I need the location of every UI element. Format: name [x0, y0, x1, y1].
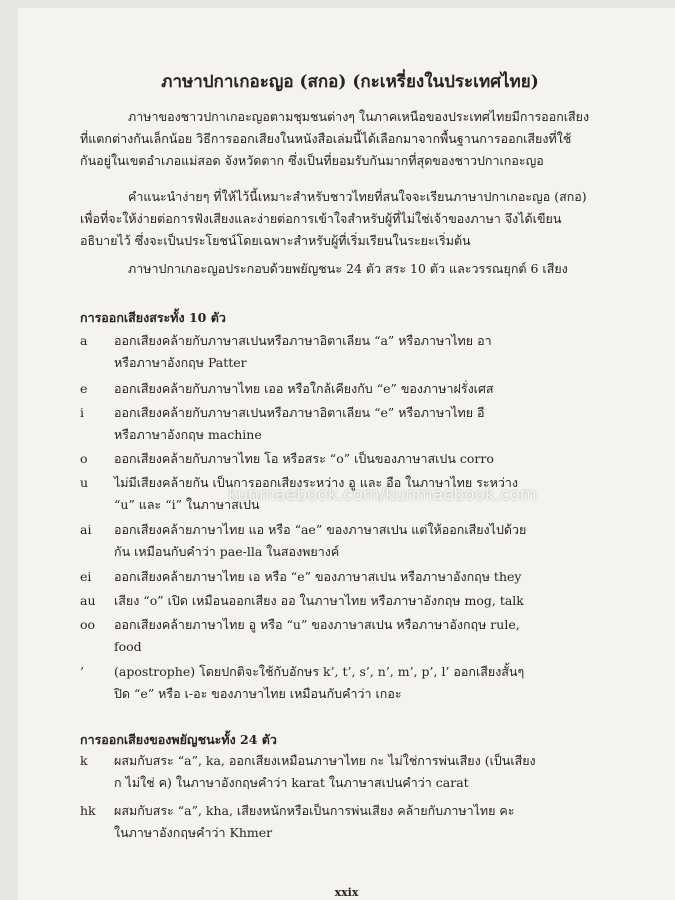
description-line: ออกเสียงคล้ายกับภาษาสเปนหรือภาษาอิตาเลียน “e” หรือภาษาไทย อี	[114, 405, 485, 420]
description-line: ก ไม่ใช่ ค) ในภาษาอังกฤษคำว่า karat ในภาษาสเปนคำว่า carat	[114, 775, 469, 790]
vowel-description	[114, 566, 614, 588]
vowels-heading: การออกเสียงสระทั้ง 10 ตัว	[80, 310, 226, 325]
description-line: food	[114, 639, 142, 654]
description-line: เสียง “o” เปิด เหมือนออกเสียง ออ ในภาษาไทย หรือภาษาอังกฤษ mog, talk	[114, 593, 524, 608]
description-line: ในภาษาอังกฤษคำว่า Khmer	[114, 825, 273, 840]
description-line: ผสมกับสระ “a”, kha, เสียงหนักหรือเป็นการพ่นเสียง คล้ายกับภาษาไทย คะ	[114, 803, 515, 818]
paragraph-line: ภาษาปกาเกอะญอประกอบด้วยพยัญชนะ 24 ตัว สระ 10 ตัว และวรรณยุกต์ 6 เสียง	[128, 261, 568, 276]
consonants-heading: การออกเสียงของพยัญชนะทั้ง 24 ตัว	[80, 732, 277, 747]
consonant-symbol: hk	[80, 803, 96, 818]
description-line: หรือภาษาอังกฤษ machine	[114, 427, 262, 442]
description-line: กัน เหมือนกับคำว่า pae-lla ในสองพยางค์	[114, 544, 340, 559]
description-line: ออกเสียงคล้ายกับภาษาไทย เออ หรือใกล้เคียงกับ “e” ของภาษาฝรั่งเศส	[114, 381, 494, 396]
description-line: ปิด “e” หรือ เ-อะ ของภาษาไทย เหมือนกับคำว่า เกอะ	[114, 686, 402, 701]
vowel-symbol: au	[80, 593, 96, 608]
vowel-symbol: e	[80, 381, 88, 396]
intro-paragraph-3	[80, 258, 620, 280]
page-number: xxix	[334, 886, 359, 899]
vowel-description	[114, 661, 614, 705]
vowel-symbol: ’	[80, 664, 84, 679]
vowel-description	[114, 614, 614, 658]
intro-paragraph-1	[80, 106, 620, 172]
description-line: ออกเสียงคล้ายกับภาษาสเปนหรือภาษาอิตาเลียน “a” หรือภาษาไทย อา	[114, 333, 492, 348]
paragraph-line: อธิบายไว้ ซึ่งจะเป็นประโยชน์โดยเฉพาะสำหรับผู้ที่เริ่มเรียนในระยะเริ่มต้น	[80, 233, 471, 248]
vowel-description	[114, 330, 614, 374]
vowel-symbol: i	[80, 405, 84, 420]
vowel-description	[114, 378, 614, 400]
description-line: ผสมกับสระ “a”, ka, ออกเสียงเหมือนภาษาไทย กะ ไม่ใช่การพ่นเสียง (เป็นเสียง	[114, 753, 536, 768]
consonant-description	[114, 800, 614, 844]
book-page	[18, 8, 675, 900]
description-line: หรือภาษาอังกฤษ Patter	[114, 355, 247, 370]
page-title: ภาษาปกาเกอะญอ (สกอ) (กะเหรี่ยงในประเทศไทย)	[161, 72, 539, 92]
paragraph-line: ที่แตกต่างกันเล็กน้อย วิธีการออกเสียงในหนังสือเล่มนี้ได้เลือกมาจากพื้นฐานการออกเสียงที่ใช้	[80, 131, 572, 146]
consonant-symbol: k	[80, 753, 88, 768]
paragraph-line: คำแนะนำง่ายๆ ที่ให้ไว้นี้เหมาะสำหรับชาวไทยที่สนใจจะเรียนภาษาปกาเกอะญอ (สกอ)	[128, 189, 587, 204]
vowel-description	[114, 448, 614, 470]
watermark-text: kunmaebook.com/kunmaebook.com	[228, 485, 537, 505]
vowel-description	[114, 590, 614, 612]
description-line: ออกเสียงคล้ายภาษาไทย แอ หรือ “ae” ของภาษาสเปน แต่ให้ออกเสียงไปด้วย	[114, 522, 527, 537]
description-line: (apostrophe) โดยปกติจะใช้กับอักษร k’, t’, s’, n’, m’, p’, l’ ออกเสียงสั้นๆ	[114, 664, 525, 679]
paragraph-line: เพื่อที่จะให้ง่ายต่อการฟังเสียงและง่ายต่อการเข้าใจสำหรับผู้ที่ไม่ใช่เจ้าของภาษา จึงได้เขียน	[80, 211, 562, 226]
vowel-symbol: oo	[80, 617, 96, 632]
vowel-symbol: o	[80, 451, 88, 466]
vowel-symbol: a	[80, 333, 88, 348]
vowel-description	[114, 402, 614, 446]
intro-paragraph-2	[80, 186, 620, 252]
vowel-symbol: ai	[80, 522, 92, 537]
consonant-description	[114, 750, 614, 794]
vowel-symbol: u	[80, 475, 89, 490]
vowel-symbol: ei	[80, 569, 92, 584]
description-line: ออกเสียงคล้ายกับภาษาไทย โอ หรือสระ “o” เป็นของภาษาสเปน corro	[114, 451, 494, 466]
vowel-description	[114, 519, 614, 563]
description-line: ไม่มีเสียงคล้ายกัน เป็นการออกเสียงระหว่าง อู และ อือ ในภาษาไทย ระหว่าง	[114, 475, 518, 490]
paragraph-line: ภาษาของชาวปกาเกอะญอตามชุมชนต่างๆ ในภาคเหนือของประเทศไทยมีการออกเสียง	[128, 109, 590, 124]
description-line: ออกเสียงคล้ายภาษาไทย เอ หรือ “e” ของภาษาสเปน หรือภาษาอังกฤษ they	[114, 569, 522, 584]
paragraph-line: กันอยู่ในเขตอำเภอแม่สอด จังหวัดตาก ซึ่งเป็นที่ยอมรับกันมากที่สุดของชาวปกาเกอะญอ	[80, 153, 544, 168]
description-line: ออกเสียงคล้ายภาษาไทย อู หรือ “u” ของภาษาสเปน หรือภาษาอังกฤษ rule,	[114, 617, 520, 632]
description-line: “u” และ “i” ในภาษาสเปน	[114, 497, 260, 512]
